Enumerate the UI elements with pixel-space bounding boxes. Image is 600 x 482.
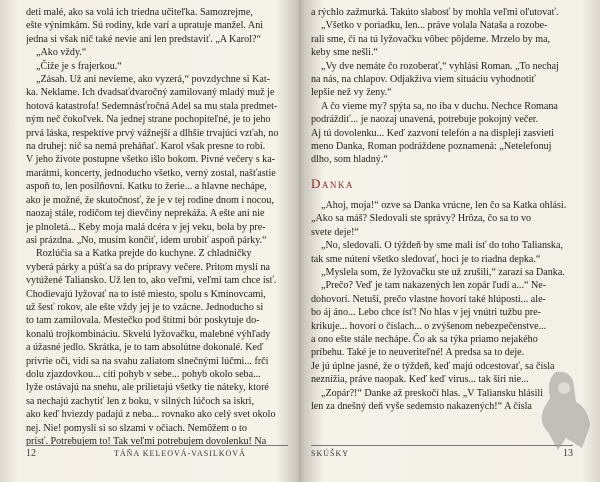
text-line: „Čiže je s frajerkou.“ (36, 60, 122, 72)
text-line: deti malé, ako sa volá ich triedna učiteľka. Samozrejme, (26, 7, 253, 18)
text-line: svete deje!“ (311, 226, 359, 238)
text-line: „Vy dve nemáte čo rozoberať,“ vyhlási Roman. „To nechaj (321, 60, 559, 72)
right-running-head: SKÚŠKY (311, 449, 350, 458)
text-line: ným neč čokoľvek. Na jednej strane pochopiteľné, je to jeho (26, 114, 271, 126)
text-line: a rýchlo zažmurká. Takúto slabosť by mohla veľmi oľutovať. (311, 7, 559, 18)
text-line: V jeho živote postupne všetko išlo bokom. Pivné večery s ka- (26, 154, 276, 166)
text-line: podráždiť... je naozaj unavená, potrebuje pokojný večer. (311, 114, 539, 126)
text-line: jedna si však nič také nevie ani len predstaviť. „A Karol?“ (26, 33, 261, 45)
text-line: meno Danka, Roman podráždene poznamená: „Netelefonuj (311, 141, 552, 153)
text-line: „No, sledovali. O týždeň by sme mali ísť do toho Talianska, (321, 240, 563, 252)
text-line: „Myslela som, že lyžovačku ste už zrušili,“ zarazí sa Danka. (321, 266, 565, 278)
right-page-number: 13 (563, 448, 573, 459)
text-line: naozaj stále, rodičom tej dievčiny neprekáža. A ešte ani nie (26, 208, 265, 220)
text-line: bo áj áno... Lebo chce ísť! No hlas v jej vnútri tužbu pre- (311, 307, 541, 319)
text-line: hotová katastrofa! Sedemnásťročná Adel sa mu stala predmet- (26, 100, 278, 112)
text-line: „Zásah. Už ani nevieme, ako vyzerá,“ povzdychne si Kat- (36, 74, 271, 86)
text-line: krikuje... hovorí o číslach... o zvýšenom nebezpečenstve... (311, 320, 547, 332)
text-line: „Všetko v poriadku, len... práve volala Nataša a rozobe- (321, 20, 548, 32)
right-text-after (311, 199, 573, 414)
text-line: „Ahoj, moja!“ ozve sa Danka vrúcne, len čo sa Katka ohlási. (321, 199, 567, 211)
text-line: nej. Nie! pomyslí si so slzami v očiach. Nemôžem o to (26, 422, 247, 434)
text-line: prísť. Potrebujem to! Tak veľmi potrebujem dovolenku! Na (26, 436, 267, 446)
text-line: a úžasné jedlo. Skrátka, je to tam absolútne dokonalé. Keď (26, 342, 264, 354)
text-line: „Prečo? Veď je tam nakazených len zopár ľudí a...“ Ne- (321, 280, 547, 292)
text-line: neznížia, práve naopak. Keď keď virus... tak šíri nie... (311, 374, 529, 386)
text-line: privrie oči, vidí sa na svahu zaliatom slnečnými lúčmi... frčí (26, 355, 269, 367)
text-line: príbehu. Také je to neuveriteľné! A predsa sa to deje. (311, 347, 525, 359)
text-line: dohovorí. Netuší, prečo vlastne hovorí také hlúposti... ale- (311, 293, 546, 305)
text-line: a ono ešte stále nechápe. Čo ak sa týka priamo nejakého (311, 333, 538, 345)
text-line: marátmi, koncerty, jednoducho všetko, verný zostal, našťastie (26, 167, 276, 179)
watermark-logo (536, 368, 592, 452)
text-line: dolu zjazdovkou... cíti pohyb v sebe... pohyb okolo seba... (26, 368, 261, 380)
text-line: keby sme nešli.“ (311, 47, 378, 59)
left-footer-rule (26, 445, 288, 446)
right-footer-rule (311, 445, 573, 446)
text-line: rali sme, či na tú lyžovačku vôbec pôjdeme. Mrzelo by ma, (311, 33, 551, 45)
text-line: vyberá párky a púšťa sa do prípravy večere. Pritom myslí na (26, 261, 270, 273)
text-line: len za dnešný deň vyše sedemsto nakazených!“ A čísla (311, 400, 532, 412)
text-line: ako je možné, že skutočnosť, že je v tej rodine dnom i nocou, (26, 194, 274, 206)
left-running-head: TÁŇA KELEOVÁ-VASILKOVÁ (114, 449, 246, 458)
text-line: prvá láska, respektíve prvý vážnejší a dlhšie trvajúci vzťah, no (26, 127, 279, 139)
text-line: Chodievajú lyžovať na to isté miesto, spolu s Kmínovcami, (26, 288, 266, 300)
text-line: lepšie než vy ženy.“ (311, 87, 392, 99)
text-line: vytúžené Taliansko. Už len to, ako veľmi, veľmi tam chce ísť. (26, 275, 277, 287)
left-page (26, 6, 288, 446)
right-page (311, 6, 573, 446)
right-text-before (311, 6, 573, 167)
text-line: lyže ostávajú na snehu, ale prilietajú všetky tie náteky, ktoré (26, 382, 269, 394)
text-line: „Zopár?!“ Danke až preskočí hlas. „V Taliansku hlásili (321, 387, 544, 399)
text-line: Rozlúčia sa a Katka prejde do kuchyne. Z chladničky (36, 248, 252, 260)
text-line: „Ako sa máš? Sledovali ste správy? Hrôza, čo sa to vo (311, 213, 532, 225)
text-line: asi prázdna. „No, musím končiť, idem urobiť aspoň párky.“ (26, 234, 267, 246)
text-line: A čo vieme my? spýta sa, no iba v duchu. Nechce Romana (321, 100, 558, 112)
text-line: dlho, som hladný.“ (311, 154, 388, 166)
text-line: je plnoletá... Keby moja malá dcéra v jej veku, bola by pre- (26, 221, 266, 233)
text-line: aspoň to, len posilňovni. Katku to žerie... a hlavne nechápe, (26, 181, 267, 193)
text-line: to tam zamilovala. Mestečko pod štítmi bór poskytuje do- (26, 315, 260, 327)
text-line: už šesť rokov, ale ešte vždy jej je to vzácne. Jednoducho si (26, 301, 264, 313)
left-page-number: 12 (26, 448, 36, 459)
text-line: „Ako vždy.“ (36, 47, 87, 59)
text-line: ako keď hviezdy padajú z neba... rovnako ako celý svet okolo (26, 409, 276, 421)
text-line: ka. Neklame. Ich dvadsaťdvaročný zamilovaný mladý muž je (26, 87, 275, 99)
text-line: konalú trojkombináciu. Skvelú lyžovačku, malebné výhľady (26, 328, 271, 340)
text-line: tak sme nútení všetko sledovať, hoci je to riadna depka.“ (311, 253, 541, 265)
text-line: na nás, na chlapov. Odjakživa viem situáciu vyhodnotiť (311, 74, 536, 86)
text-line: Je jú úplne jasné, že o týždeň, keď majú odcestovať, sa čísla (311, 360, 555, 372)
text-line: na druhej: nič sa nemá preháňať. Karol však presne to robí. (26, 141, 266, 153)
text-line: Aj tú dovolenku... Keď zazvoní telefón a na displeji zasvieti (311, 127, 555, 139)
chapter-heading: Danka (311, 175, 354, 191)
text-line: ešte výnimkám. Sú rodiny, kde varí a upratuje manžel. Ani (26, 20, 264, 32)
text-line: sa nechajú zachytiť len z boku, v silných lúčoch sa iskri, (26, 395, 254, 407)
